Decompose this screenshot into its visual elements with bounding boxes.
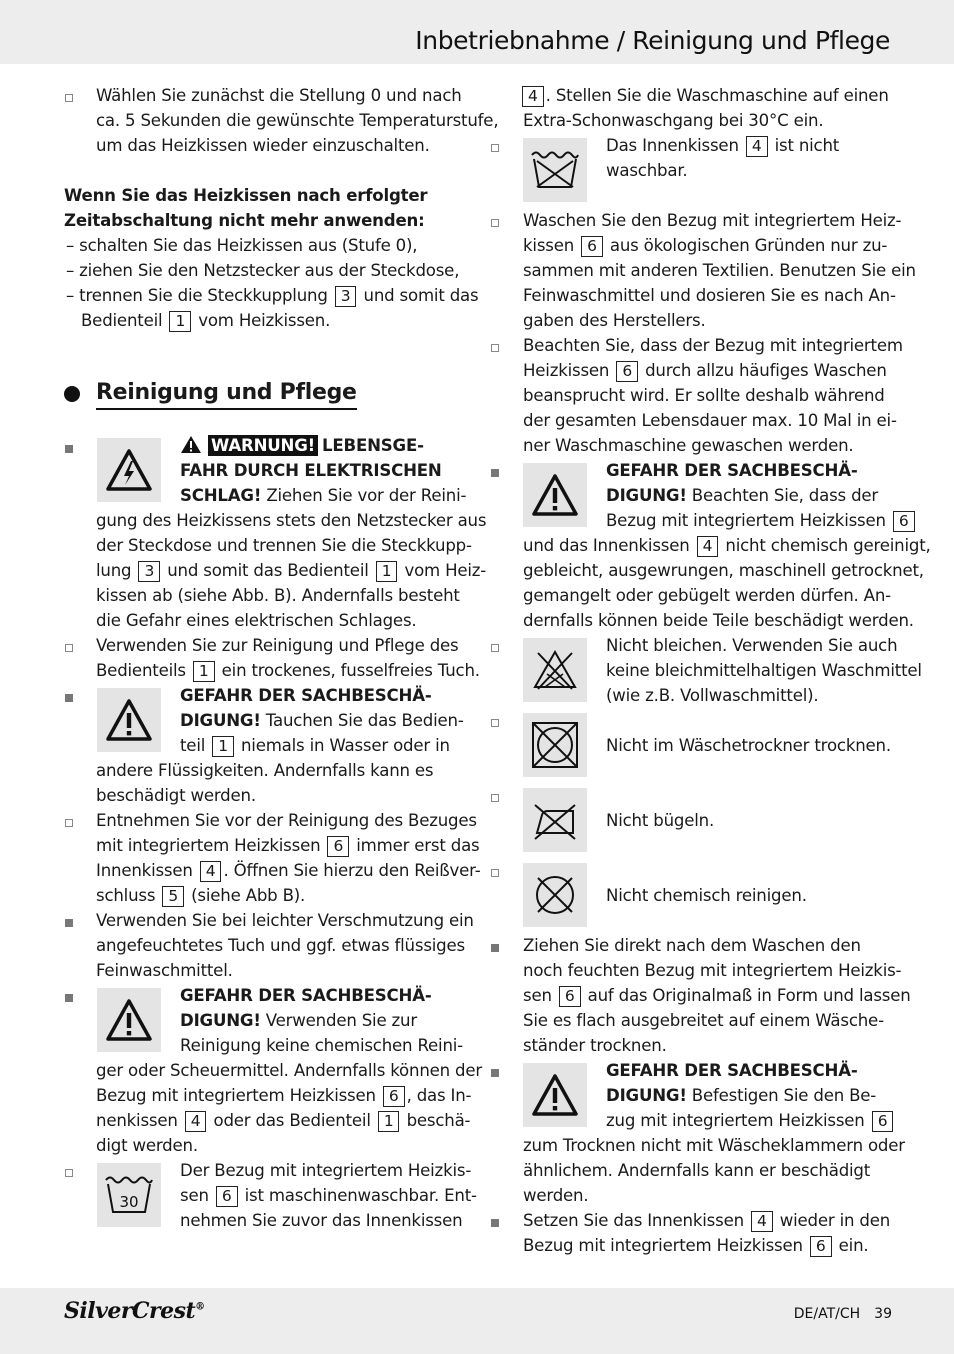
bullet-open bbox=[491, 869, 499, 877]
bullet-open bbox=[491, 144, 499, 152]
ref-number: 4 bbox=[746, 136, 768, 157]
text-line bbox=[96, 1108, 470, 1133]
warning-line bbox=[606, 1108, 895, 1133]
text: ein trockenes, fusselfreies Tuch. bbox=[221, 661, 480, 680]
text-line: Extra-Schonwaschgang bei 30°C ein. bbox=[523, 111, 824, 130]
warning-badge: WARNUNG! bbox=[208, 435, 318, 456]
ref-number: 6 bbox=[559, 986, 581, 1007]
bold-heading: Wenn Sie das Heizkissen nach erfolgter bbox=[64, 186, 428, 205]
ref-number: 1 bbox=[212, 736, 234, 757]
ref-number: 3 bbox=[335, 286, 357, 307]
text-line: werden. bbox=[523, 1186, 589, 1205]
warning-line: GEFAHR DER SACHBESCHÄ- bbox=[180, 986, 432, 1005]
text: lung bbox=[96, 561, 132, 580]
text-line: Entnehmen Sie vor der Reinigung des Bezuges bbox=[96, 811, 477, 830]
text-line bbox=[606, 133, 839, 158]
warning-triangle-icon bbox=[180, 435, 202, 454]
ref-number: 6 bbox=[327, 836, 349, 857]
text: Bezug mit integriertem Heizkissen bbox=[606, 511, 886, 530]
ref-number: 4 bbox=[200, 861, 222, 882]
warning-line bbox=[606, 1083, 876, 1108]
text-line: Feinwaschmittel. bbox=[96, 961, 233, 980]
text-line bbox=[523, 533, 931, 558]
warning-line bbox=[606, 483, 878, 508]
text: Setzen Sie das Innenkissen bbox=[523, 1211, 744, 1230]
text: Das Innenkissen bbox=[606, 136, 739, 155]
brand-name: SilverCrest bbox=[64, 1298, 196, 1324]
text-line: beansprucht wird. Er sollte deshalb während bbox=[523, 386, 885, 405]
text-line: digt werden. bbox=[96, 1136, 198, 1155]
text: Tauchen Sie das Bedien- bbox=[265, 711, 464, 730]
text: ist nicht bbox=[774, 136, 840, 155]
text-line: gemangelt oder gebügelt werden dürfen. An- bbox=[523, 586, 891, 605]
text-line bbox=[96, 883, 305, 908]
text-line: der gesamten Lebensdauer max. 10 Mal in ei- bbox=[523, 411, 897, 430]
ref-number: 1 bbox=[378, 1111, 400, 1132]
text: und somit das bbox=[363, 286, 479, 305]
text: DIGUNG! bbox=[606, 486, 687, 505]
ref-number: 6 bbox=[872, 1111, 894, 1132]
warning-line bbox=[606, 508, 917, 533]
text: und das Innenkissen bbox=[523, 536, 690, 555]
text-line: Nicht chemisch reinigen. bbox=[606, 886, 807, 905]
text-line bbox=[96, 1083, 471, 1108]
section-title: Reinigung und Pflege bbox=[96, 378, 357, 410]
text: Bedienteil bbox=[81, 311, 163, 330]
text: LEBENSGE- bbox=[322, 436, 424, 455]
bullet-open bbox=[491, 219, 499, 227]
bullet-filled bbox=[65, 445, 73, 453]
page-number: 39 bbox=[874, 1306, 892, 1322]
text: Heizkissen bbox=[523, 361, 610, 380]
no-wash-icon bbox=[523, 138, 587, 202]
text-line: angefeuchtetes Tuch und ggf. etwas flüssiges bbox=[96, 936, 465, 955]
text-line: Ziehen Sie direkt nach dem Waschen den bbox=[523, 936, 861, 955]
footer-info bbox=[794, 1306, 892, 1322]
text: DIGUNG! bbox=[606, 1086, 687, 1105]
text: , das In- bbox=[406, 1086, 472, 1105]
text: niemals in Wasser oder in bbox=[240, 736, 450, 755]
text-line bbox=[523, 1208, 890, 1233]
bullet-open bbox=[65, 1169, 73, 1177]
text: Bezug mit integriertem Heizkissen bbox=[523, 1236, 803, 1255]
ref-number: 6 bbox=[893, 511, 915, 532]
text-line: um das Heizkissen wieder einzuschalten. bbox=[96, 136, 430, 155]
text: auf das Originalmaß in Form und lassen bbox=[587, 986, 911, 1005]
ref-number: 4 bbox=[522, 86, 544, 107]
electric-warning-icon bbox=[97, 438, 161, 502]
text: Bedienteils bbox=[96, 661, 186, 680]
text: . Stellen Sie die Waschmaschine auf einen bbox=[545, 86, 889, 105]
dash-item bbox=[81, 308, 330, 333]
text-line: zum Trocknen nicht mit Wäscheklammern oder bbox=[523, 1136, 905, 1155]
wash-30-icon bbox=[97, 1163, 161, 1227]
bullet-open bbox=[491, 344, 499, 352]
text: wieder in den bbox=[779, 1211, 891, 1230]
text-line bbox=[523, 233, 887, 258]
ref-number: 4 bbox=[185, 1111, 207, 1132]
text-line bbox=[180, 1183, 477, 1208]
text: aus ökologischen Gründen nur zu- bbox=[609, 236, 888, 255]
warning-line: GEFAHR DER SACHBESCHÄ- bbox=[606, 1061, 858, 1080]
warning-icon bbox=[97, 688, 161, 752]
text-line: ähnlichem. Andernfalls kann er beschädigt bbox=[523, 1161, 871, 1180]
text: nenkissen bbox=[96, 1111, 178, 1130]
ref-number: 4 bbox=[751, 1211, 773, 1232]
dash-item: – schalten Sie das Heizkissen aus (Stufe 0), bbox=[66, 236, 418, 255]
bullet-open bbox=[491, 794, 499, 802]
text: teil bbox=[180, 736, 206, 755]
text: vom Heiz- bbox=[404, 561, 487, 580]
text-line: kissen ab (siehe Abb. B). Andernfalls besteht bbox=[96, 586, 460, 605]
bullet-filled bbox=[491, 1219, 499, 1227]
text-line: Beachten Sie, dass der Bezug mit integriertem bbox=[523, 336, 903, 355]
text-line: Nicht bleichen. Verwenden Sie auch bbox=[606, 636, 898, 655]
bullet-open bbox=[65, 94, 73, 102]
text-line: gebleicht, ausgewrungen, maschinell getrocknet, bbox=[523, 561, 924, 580]
bullet-open bbox=[65, 819, 73, 827]
bullet-filled bbox=[491, 944, 499, 952]
region-label: DE/AT/CH bbox=[793, 1306, 861, 1322]
text-line: dernfalls können beide Teile beschädigt werden. bbox=[523, 611, 914, 630]
ref-number: 1 bbox=[169, 311, 191, 332]
text: ist maschinenwaschbar. Ent- bbox=[244, 1186, 477, 1205]
text-line: Feinwaschmittel und dosieren Sie es nach An- bbox=[523, 286, 896, 305]
text-line: Nicht bügeln. bbox=[606, 811, 715, 830]
warning-line bbox=[180, 708, 464, 733]
ref-number: 4 bbox=[697, 536, 719, 557]
warning-line bbox=[180, 733, 450, 758]
no-iron-icon bbox=[523, 788, 587, 852]
bullet-filled bbox=[65, 694, 73, 702]
text: beschä- bbox=[406, 1111, 471, 1130]
text: SCHLAG! bbox=[180, 486, 262, 505]
text: oder das Bedienteil bbox=[213, 1111, 371, 1130]
text-line: Der Bezug mit integriertem Heizkis- bbox=[180, 1161, 472, 1180]
text: Ziehen Sie vor der Reini- bbox=[266, 486, 467, 505]
text-line bbox=[96, 558, 486, 583]
text-line: beschädigt werden. bbox=[96, 786, 256, 805]
warning-icon bbox=[97, 988, 161, 1052]
warning-line: GEFAHR DER SACHBESCHÄ- bbox=[606, 461, 858, 480]
text-line: nehmen Sie zuvor das Innenkissen bbox=[180, 1211, 463, 1230]
bullet-filled bbox=[491, 1069, 499, 1077]
text: ein. bbox=[838, 1236, 869, 1255]
text: sen bbox=[523, 986, 552, 1005]
page-title: Inbetriebnahme / Reinigung und Pflege bbox=[415, 26, 890, 55]
text: Innenkissen bbox=[96, 861, 193, 880]
text: nicht chemisch gereinigt, bbox=[725, 536, 931, 555]
wash-temp-text: 30 bbox=[119, 1193, 139, 1211]
warning-line: FAHR DURCH ELEKTRISCHEN bbox=[180, 461, 442, 480]
text: Verwenden Sie zur bbox=[265, 1011, 417, 1030]
text: – trennen Sie die Steckkupplung bbox=[66, 286, 328, 305]
ref-number: 1 bbox=[193, 661, 215, 682]
ref-number: 6 bbox=[581, 236, 603, 257]
text: sen bbox=[180, 1186, 209, 1205]
text: Befestigen Sie den Be- bbox=[691, 1086, 877, 1105]
text: . Öffnen Sie hierzu den Reißver- bbox=[223, 861, 481, 880]
warning-icon bbox=[523, 463, 587, 527]
text: durch allzu häufiges Waschen bbox=[645, 361, 887, 380]
text-line: ner Waschmaschine gewaschen werden. bbox=[523, 436, 854, 455]
text: DIGUNG! bbox=[180, 711, 261, 730]
bullet-filled bbox=[491, 469, 499, 477]
text-line bbox=[96, 658, 480, 683]
bold-heading: Zeitabschaltung nicht mehr anwenden: bbox=[64, 211, 425, 230]
text-line bbox=[96, 833, 479, 858]
text: Bezug mit integriertem Heizkissen bbox=[96, 1086, 376, 1105]
ref-number: 1 bbox=[376, 561, 398, 582]
text: Beachten Sie, dass der bbox=[691, 486, 879, 505]
text-line: waschbar. bbox=[606, 161, 688, 180]
text: (siehe Abb B). bbox=[191, 886, 306, 905]
text: zug mit integriertem Heizkissen bbox=[606, 1111, 865, 1130]
text-line: Waschen Sie den Bezug mit integriertem Heiz- bbox=[523, 211, 902, 230]
bullet-open bbox=[491, 719, 499, 727]
section-bullet bbox=[64, 386, 80, 402]
text-line: andere Flüssigkeiten. Andernfalls kann es bbox=[96, 761, 434, 780]
text-line: ständer trocknen. bbox=[523, 1036, 667, 1055]
ref-number: 5 bbox=[162, 886, 184, 907]
warning-line bbox=[180, 483, 466, 508]
text: kissen bbox=[523, 236, 575, 255]
text-line: gung des Heizkissens stets den Netzstecker aus bbox=[96, 511, 487, 530]
ref-number: 3 bbox=[138, 561, 160, 582]
text-line: Wählen Sie zunächst die Stellung 0 und nach bbox=[96, 86, 462, 105]
text-line: (wie z.B. Vollwaschmittel). bbox=[606, 686, 819, 705]
text-line: Nicht im Wäschetrockner trocknen. bbox=[606, 736, 891, 755]
text: immer erst das bbox=[356, 836, 480, 855]
warning-line bbox=[180, 433, 424, 458]
no-dry-clean-icon bbox=[523, 863, 587, 927]
text-line: sammen mit anderen Textilien. Benutzen Sie ein bbox=[523, 261, 916, 280]
text-line: gaben des Herstellers. bbox=[523, 311, 706, 330]
text: DIGUNG! bbox=[180, 1011, 261, 1030]
dash-item: – ziehen Sie den Netzstecker aus der Steckdose, bbox=[66, 261, 460, 280]
ref-number: 6 bbox=[216, 1186, 238, 1207]
bullet-open bbox=[491, 644, 499, 652]
text-line bbox=[96, 858, 481, 883]
text-line bbox=[520, 83, 889, 108]
no-tumble-dry-icon bbox=[523, 713, 587, 777]
warning-icon bbox=[523, 1063, 587, 1127]
bullet-open bbox=[65, 644, 73, 652]
text-line: der Steckdose und trennen Sie die Steckkupp- bbox=[96, 536, 472, 555]
text: vom Heizkissen. bbox=[198, 311, 331, 330]
text-line bbox=[523, 358, 887, 383]
text-line: keine bleichmittelhaltigen Waschmittel bbox=[606, 661, 922, 680]
text-line: noch feuchten Bezug mit integriertem Heizkis- bbox=[523, 961, 902, 980]
text-line bbox=[523, 983, 911, 1008]
text-line: ca. 5 Sekunden die gewünschte Temperaturstufe, bbox=[96, 111, 499, 130]
bullet-filled bbox=[65, 994, 73, 1002]
no-bleach-icon bbox=[523, 638, 587, 702]
text: und somit das Bedienteil bbox=[167, 561, 369, 580]
text-line bbox=[523, 1233, 868, 1258]
brand-logo: SilverCrest® bbox=[64, 1298, 205, 1324]
text-line: Verwenden Sie zur Reinigung und Pflege des bbox=[96, 636, 459, 655]
warning-line: Reinigung keine chemischen Reini- bbox=[180, 1036, 463, 1055]
text-line: ger oder Scheuermittel. Andernfalls können der bbox=[96, 1061, 483, 1080]
warning-line bbox=[180, 1008, 417, 1033]
dash-item bbox=[66, 283, 478, 308]
ref-number: 6 bbox=[810, 1236, 832, 1257]
text: mit integriertem Heizkissen bbox=[96, 836, 321, 855]
ref-number: 6 bbox=[383, 1086, 405, 1107]
text: schluss bbox=[96, 886, 156, 905]
bullet-filled bbox=[65, 919, 73, 927]
text-line: die Gefahr eines elektrischen Schlages. bbox=[96, 611, 417, 630]
text-line: Verwenden Sie bei leichter Verschmutzung ein bbox=[96, 911, 474, 930]
ref-number: 6 bbox=[616, 361, 638, 382]
warning-line: GEFAHR DER SACHBESCHÄ- bbox=[180, 686, 432, 705]
text-line: Sie es flach ausgebreitet auf einem Wäsche- bbox=[523, 1011, 884, 1030]
